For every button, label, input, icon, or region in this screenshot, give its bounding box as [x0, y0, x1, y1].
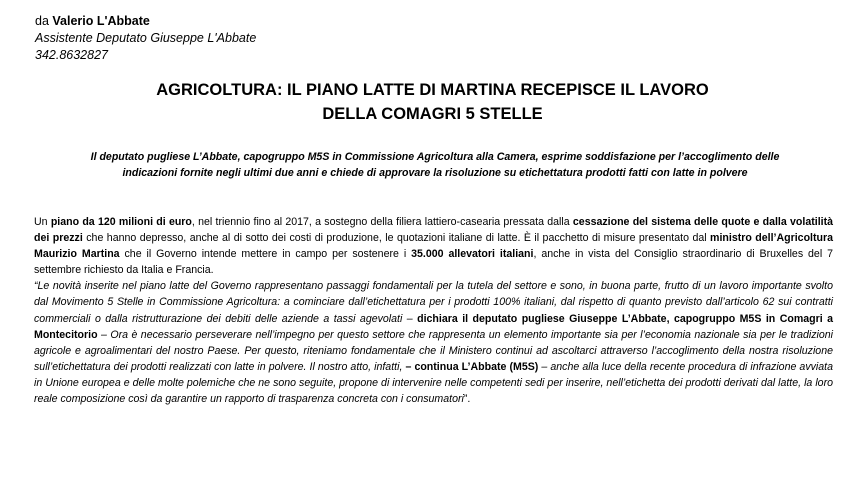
paragraph-1: [34, 214, 833, 278]
subheadline-line-2: indicazioni fornite negli ultimi due anni e chiede di approvare la risoluzione su etichettatura prodotti fatti con latte in polvere: [122, 167, 748, 179]
p1-text-2: , nel triennio fino al 2017, a sostegno della filiera lattiero-casearia pressata dalla: [191, 216, 573, 228]
paragraph-2-quote: [34, 278, 833, 407]
sender-name: Valerio L'Abbate: [52, 14, 150, 28]
p1-text-3: che hanno depresso, anche al di sotto dei costi di produzione, le quotazioni italiane di latte. È il pacchetto di misure presentato dal: [82, 232, 711, 245]
p2-quote-1: “Le novità inserite nel piano latte del Governo rappresentano passaggi fondamentali per la tutela del settore e sono, in buona parte, frutto di un lavoro importante svolto dal Movimento 5 Stelle in Commissione Agricoltura: a cominciare dall’etichettatura per i prodotti 100% italiani, dal rispetto di quanto previsto dall’articolo 62 sui contratti commerciali o dalla ristrutturazione dei debiti delle aziende a tassi agevolati –: [34, 280, 833, 325]
headline-line-1: AGRICOLTURA: IL PIANO LATTE DI MARTINA RECEPISCE IL LAVORO: [156, 81, 709, 99]
subheadline: [40, 149, 830, 181]
p2-bold-1: dichiara il deputato pugliese Giuseppe L’Abbate, capogruppo M5S in Comagri a Montecitorio: [34, 312, 834, 341]
p2-quote-2: – Ora è necessario perseverare nell’impegno per questo settore che rappresenta un elemento importante sia per l’economia nazionale sia per le tradizioni agricole e agroalimentari del nostro Paese. Per questo, riteniamo fondamentale che il Ministero continui ad ascoltarci attraverso l’accoglimento della nostra risoluzione sull’etichettatura dei prodotti realizzati con latte in polvere. Il nostro atto, infatti,: [34, 328, 833, 373]
sender-phone: 342.8632827: [35, 48, 108, 62]
p1-text-1: Un: [34, 216, 51, 228]
p2-quote-3: – anche alla luce della recente procedura di infrazione avviata in Unione europea e delle molte polemiche che ne sono seguite, propone di intervenire nelle competenti sedi per inserire, nell’etichetta dei prodotti derivati dal latte, la loro reale composizione così da garantire un rapporto di trasparenza concreta con i consumatori: [34, 360, 833, 406]
p1-bold-4: 35.000 allevatori italiani: [411, 248, 534, 261]
sender-prefix: da: [35, 14, 53, 28]
p2-quote-end: ”.: [463, 393, 471, 406]
sender-block: [35, 13, 256, 64]
article-body: [34, 214, 833, 407]
sender-role: Assistente Deputato Giuseppe L'Abbate: [35, 31, 257, 45]
p1-text-5: , anche in vista del Consiglio straordinario di Bruxelles del 7 settembre richiesto da Italia e Francia.: [34, 248, 833, 277]
p2-bold-2: – continua L’Abbate (M5S): [405, 360, 539, 373]
p1-bold-1: piano da 120 milioni di euro: [50, 216, 192, 228]
sender-line: [35, 13, 256, 30]
p1-bold-2: cessazione del sistema delle quote e dalla volatilità dei prezzi: [34, 216, 833, 245]
subheadline-line-1: Il deputato pugliese L’Abbate, capogruppo M5S in Commissione Agricoltura alla Camera, esprime soddisfazione per l’accoglimento delle: [90, 151, 780, 163]
p1-bold-3: ministro dell’Agricoltura Maurizio Martina: [34, 232, 833, 261]
p1-text-4: che il Governo intende mettere in campo per sostenere i: [119, 248, 412, 261]
headline-line-2: DELLA COMAGRI 5 STELLE: [322, 105, 543, 123]
headline: [0, 78, 865, 126]
